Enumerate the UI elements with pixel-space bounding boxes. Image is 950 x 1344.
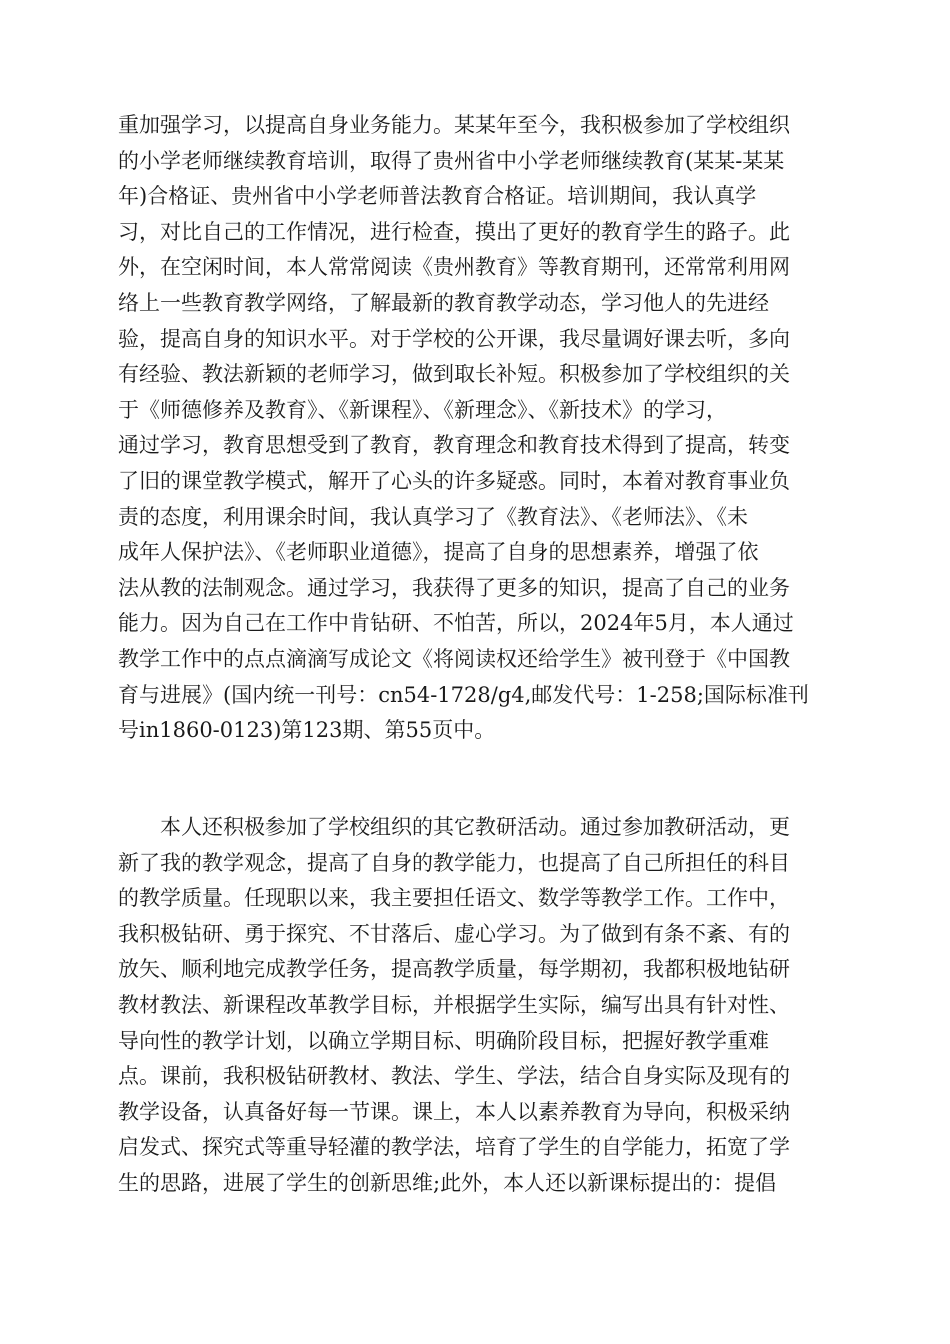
- paragraph-2: [118, 810, 838, 1202]
- text-line: 号in1860-0123)第123期、第55页中。: [118, 718, 496, 743]
- text-line: 责的态度，利用课余时间，我认真学习了《教育法》、《老师法》、《未: [118, 504, 748, 529]
- text-line: 年)合格证、贵州省中小学老师普法教育合格证。培训期间，我认真学: [118, 184, 757, 209]
- text-line: 于《师德修养及教育》、《新课程》、《新理念》、《新技术》的学习，: [118, 397, 727, 422]
- text-line: 的教学质量。任现职以来，我主要担任语文、数学等教学工作。工作中，: [118, 886, 790, 911]
- text-line: 教材教法、新课程改革教学目标，并根据学生实际，编写出具有针对性、: [118, 992, 790, 1017]
- text-line: 通过学习，教育思想受到了教育，教育理念和教育技术得到了提高，转变: [118, 433, 790, 458]
- text-line: 的小学老师继续教育培训，取得了贵州省中小学老师继续教育(某某-某某: [118, 148, 785, 173]
- text-line: 络上一些教育教学网络，了解最新的教育教学动态，学习他人的先进经: [118, 290, 769, 315]
- text-line: 我积极钻研、勇于探究、不甘落后、虚心学习。为了做到有条不紊、有的: [118, 921, 790, 946]
- text-line: 教学设备，认真备好每一节课。课上，本人以素养教育为导向，积极采纳: [118, 1099, 790, 1124]
- text-line: 法从教的法制观念。通过学习，我获得了更多的知识，提高了自己的业务: [118, 575, 790, 600]
- text-line: 本人还积极参加了学校组织的其它教研活动。通过参加教研活动，更: [118, 815, 790, 839]
- text-line: 生的思路，进展了学生的创新思维;此外，本人还以新课标提出的：提倡: [118, 1170, 777, 1195]
- text-line: 新了我的教学观念，提高了自身的教学能力，也提高了自己所担任的科目: [118, 850, 790, 875]
- text-line: 重加强学习，以提高自身业务能力。某某年至今，我积极参加了学校组织: [118, 113, 790, 137]
- text-line: 教学工作中的点点滴滴写成论文《将阅读权还给学生》被刊登于《中国教: [118, 646, 790, 671]
- text-line: 点。课前，我积极钻研教材、教法、学生、学法，结合自身实际及现有的: [118, 1064, 790, 1089]
- text-line: 习，对比自己的工作情况，进行检查，摸出了更好的教育学生的路子。此: [118, 219, 790, 244]
- text-line: 外，在空闲时间，本人常常阅读《贵州教育》等教育期刊，还常常利用网: [118, 255, 790, 280]
- text-line: 导向性的教学计划，以确立学期目标、明确阶段目标，把握好教学重难: [118, 1028, 769, 1053]
- text-line: 有经验、教法新颖的老师学习，做到取长补短。积极参加了学校组织的关: [118, 362, 790, 387]
- text-line: 成年人保护法》、《老师职业道德》，提高了自身的思想素养，增强了依: [118, 540, 759, 565]
- text-line: 放矢、顺利地完成教学任务，提高教学质量，每学期初，我都积极地钻研: [118, 957, 790, 982]
- text-line: 了旧的课堂教学模式，解开了心头的许多疑惑。同时，本着对教育事业负: [118, 468, 790, 493]
- text-line: 育与进展》(国内统一刊号：cn54-1728/g4,邮发代号：1-258;国际标准刊: [118, 682, 809, 707]
- text-line: 验，提高自身的知识水平。对于学校的公开课，我尽量调好课去听，多向: [118, 326, 790, 351]
- text-line: 能力。因为自己在工作中肯钻研、不怕苦，所以，2024年5月，本人通过: [118, 611, 794, 636]
- paragraph-1: [118, 108, 838, 749]
- text-line: 启发式、探究式等重导轻灌的教学法，培育了学生的自学能力，拓宽了学: [118, 1135, 790, 1160]
